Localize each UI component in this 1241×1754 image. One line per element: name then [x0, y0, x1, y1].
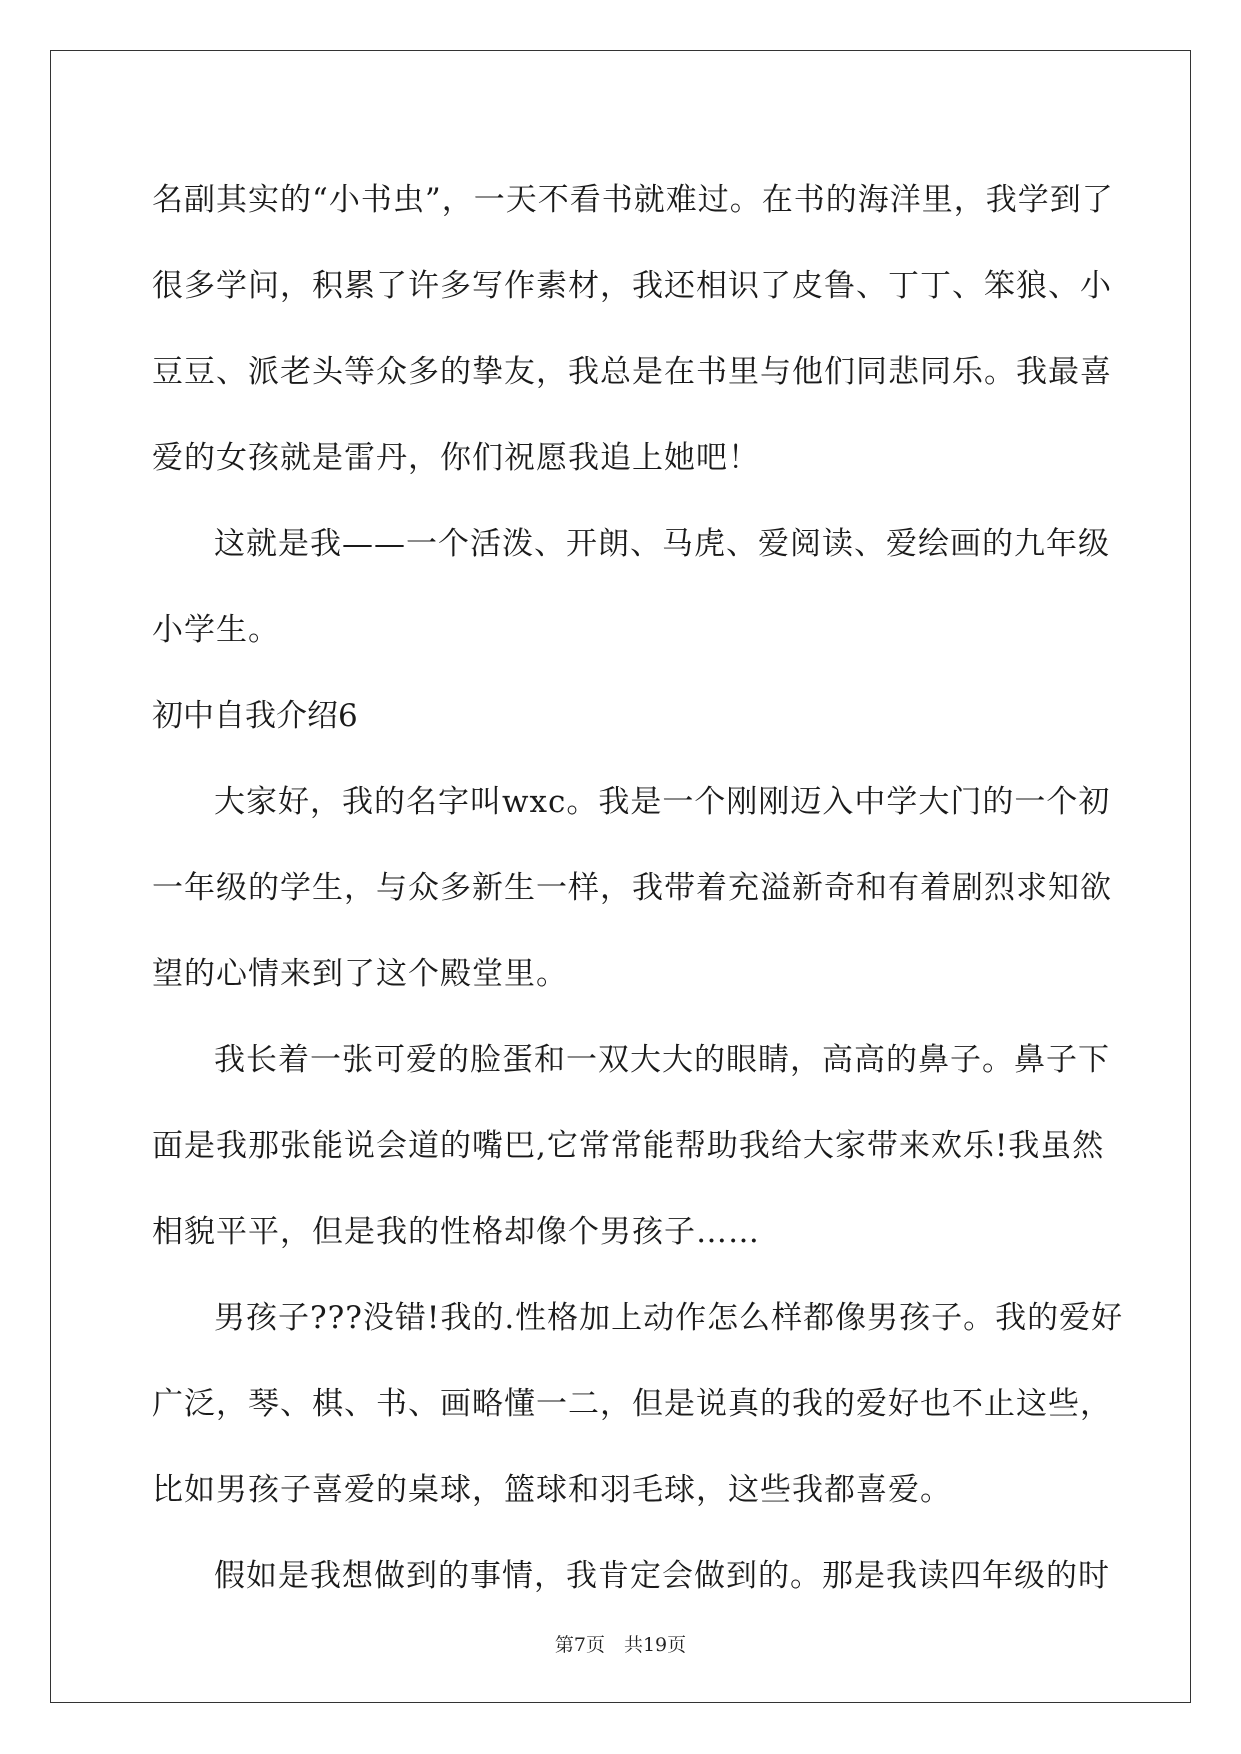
paragraph-line: 爱的女孩就是雷丹，你们祝愿我追上她吧！ — [152, 440, 760, 476]
paragraph-line: 我长着一张可爱的脸蛋和一双大大的眼睛，高高的鼻子。鼻子下 — [214, 1042, 1110, 1078]
paragraph-line: 小学生。 — [152, 612, 280, 648]
paragraph-line: 比如男孩子喜爱的桌球，篮球和羽毛球，这些我都喜爱。 — [152, 1472, 952, 1508]
paragraph-line: 假如是我想做到的事情，我肯定会做到的。那是我读四年级的时 — [214, 1558, 1110, 1594]
paragraph-line: 望的心情来到了这个殿堂里。 — [152, 956, 568, 992]
paragraph-line: 豆豆、派老头等众多的挚友，我总是在书里与他们同悲同乐。我最喜 — [152, 354, 1112, 390]
paragraph-line: 很多学问，积累了许多写作素材，我还相识了皮鲁、丁丁、笨狼、小 — [152, 268, 1112, 304]
paragraph-line: 这就是我——一个活泼、开朗、马虎、爱阅读、爱绘画的九年级 — [214, 526, 1110, 562]
document-body — [152, 157, 1124, 1619]
paragraph-line: 大家好，我的名字叫wxc。我是一个刚刚迈入中学大门的一个初 — [214, 784, 1111, 820]
paragraph-line: 广泛，琴、棋、书、画略懂一二，但是说真的我的爱好也不止这些， — [152, 1386, 1112, 1422]
paragraph-line: 名副其实的“小书虫”，一天不看书就难过。在书的海洋里，我学到了 — [152, 182, 1114, 218]
paragraph-line: 相貌平平，但是我的性格却像个男孩子…… — [152, 1214, 760, 1250]
section-heading: 初中自我介绍6 — [152, 698, 358, 734]
paragraph-line: 面是我那张能说会道的嘴巴,它常常能帮助我给大家带来欢乐!我虽然 — [152, 1128, 1105, 1164]
paragraph-line: 一年级的学生，与众多新生一样，我带着充溢新奇和有着剧烈求知欲 — [152, 870, 1112, 906]
page-number-footer: 第7页 共19页 — [554, 1634, 687, 1656]
paragraph-line: 男孩子???没错!我的.性格加上动作怎么样都像男孩子。我的爱好 — [214, 1300, 1124, 1336]
